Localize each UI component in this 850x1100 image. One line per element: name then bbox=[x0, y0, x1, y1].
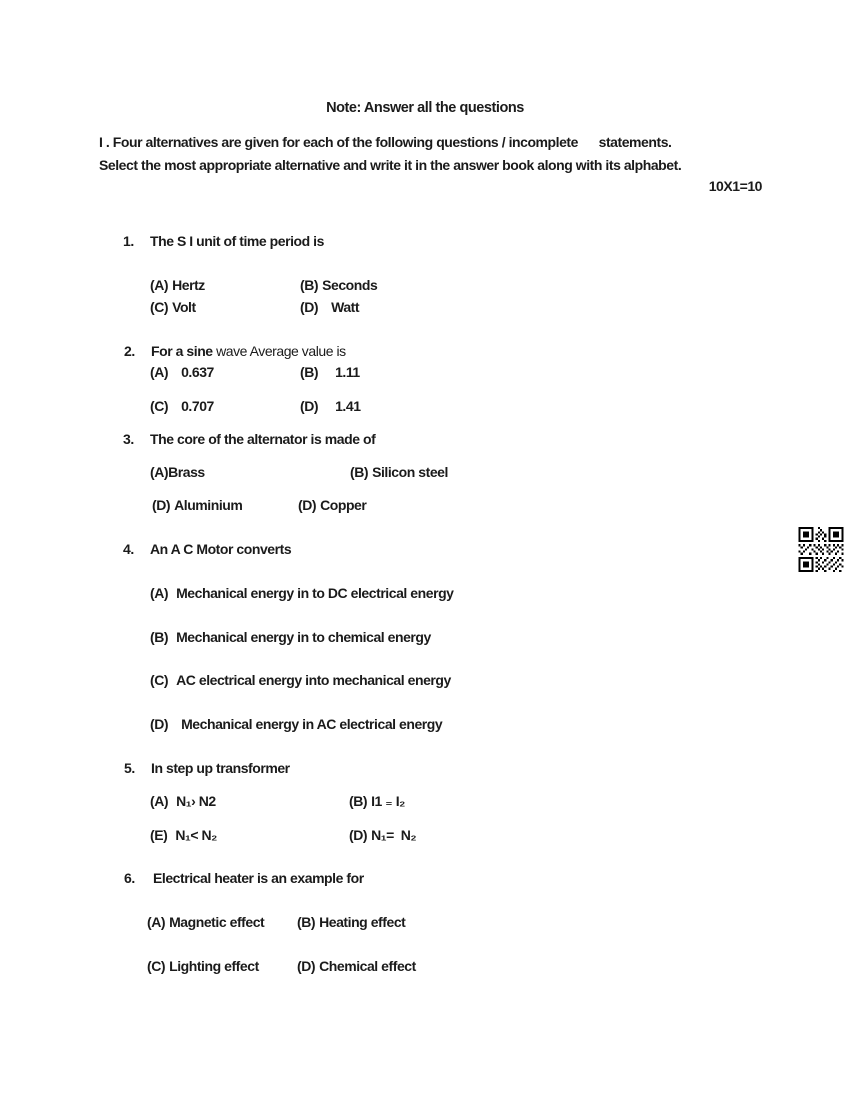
option-text: Watt bbox=[331, 299, 360, 315]
question-text-regular: wave Average value is bbox=[212, 343, 346, 359]
option-text: Aluminium bbox=[174, 497, 243, 513]
qr-code-icon bbox=[796, 527, 846, 572]
option-label: (B) bbox=[300, 277, 319, 293]
option-label: (D) bbox=[298, 497, 317, 513]
option-b bbox=[297, 914, 447, 930]
option-text: Brass bbox=[168, 464, 205, 480]
marks-allocation: 10X1=10 bbox=[708, 178, 762, 194]
option-a bbox=[150, 793, 349, 810]
option-label: (A) bbox=[150, 364, 169, 380]
option-text: Mechanical energy in to chemical energy bbox=[176, 629, 431, 645]
option-text: Lighting effect bbox=[169, 958, 259, 974]
option-text: AC electrical energy into mechanical energy bbox=[176, 672, 451, 688]
question-number: 5. bbox=[124, 760, 135, 776]
question-1 bbox=[123, 233, 324, 249]
option-label: (C) bbox=[147, 958, 166, 974]
question-text: Electrical heater is an example for bbox=[153, 870, 364, 886]
option-a bbox=[150, 364, 300, 380]
question-text: An A C Motor converts bbox=[150, 541, 292, 557]
note-heading: Note: Answer all the questions bbox=[326, 100, 524, 116]
option-d1 bbox=[152, 497, 298, 513]
question-number: 1. bbox=[123, 233, 134, 249]
option-b bbox=[350, 464, 550, 480]
question-5 bbox=[124, 760, 290, 776]
question-6-options-row-1 bbox=[147, 914, 447, 930]
question-6-options-row-2 bbox=[147, 958, 447, 974]
question-1-options-row-1 bbox=[150, 277, 450, 293]
option-d2 bbox=[298, 497, 444, 513]
question-2-options-row-2 bbox=[150, 398, 450, 414]
option-text: Mechanical energy in AC electrical energy bbox=[181, 716, 443, 732]
option-a bbox=[150, 464, 350, 480]
option-text: N₁= N₂ bbox=[371, 827, 417, 843]
question-3 bbox=[123, 431, 375, 447]
option-label: (A) bbox=[150, 277, 169, 293]
option-label: (B) bbox=[297, 914, 316, 930]
option-text: Magnetic effect bbox=[169, 914, 265, 930]
question-text: For a sine wave Average value is bbox=[151, 343, 346, 359]
option-label: (D) bbox=[150, 716, 169, 732]
option-text: 1.41 bbox=[335, 398, 361, 414]
option-text: I1 ₌ I₂ bbox=[371, 793, 405, 809]
option-text: Seconds bbox=[322, 277, 378, 293]
option-label: (C) bbox=[150, 672, 169, 688]
option-text: Hertz bbox=[172, 277, 205, 293]
question-number: 4. bbox=[123, 541, 134, 557]
option-text: N₁› N2 bbox=[176, 793, 216, 809]
question-4-option-d bbox=[150, 716, 442, 732]
question-3-options-row-2 bbox=[152, 497, 444, 513]
option-label: (B) bbox=[350, 464, 369, 480]
option-text: Mechanical energy in to DC electrical energy bbox=[176, 585, 454, 601]
option-b bbox=[349, 793, 548, 810]
option-text: Silicon steel bbox=[372, 464, 448, 480]
option-d bbox=[300, 398, 450, 414]
question-3-options-row-1 bbox=[150, 464, 550, 480]
question-number: 2. bbox=[124, 343, 135, 359]
option-d bbox=[297, 958, 447, 974]
option-b bbox=[300, 277, 450, 293]
option-label: (D) bbox=[300, 398, 319, 414]
option-a bbox=[147, 914, 297, 930]
option-label: (A) bbox=[150, 585, 169, 601]
option-d bbox=[349, 827, 548, 843]
option-c bbox=[150, 299, 300, 315]
option-text: 0.637 bbox=[181, 364, 214, 380]
question-6 bbox=[124, 870, 364, 886]
option-b bbox=[300, 364, 450, 380]
option-label: (D) bbox=[297, 958, 316, 974]
question-2 bbox=[124, 343, 346, 359]
option-d bbox=[300, 299, 450, 315]
question-4-option-a bbox=[150, 585, 454, 601]
option-c bbox=[147, 958, 297, 974]
option-e bbox=[150, 827, 349, 843]
option-c bbox=[150, 398, 300, 414]
question-5-options-row-1 bbox=[150, 793, 548, 810]
option-text: N₁< N₂ bbox=[175, 827, 217, 843]
question-4-option-b bbox=[150, 629, 431, 645]
question-5-options-row-2 bbox=[150, 827, 548, 843]
option-text: Volt bbox=[172, 299, 196, 315]
option-label: (C) bbox=[150, 299, 169, 315]
instruction-line-2: Select the most appropriate alternative and write it in the answer book along with its alphabet. bbox=[99, 157, 682, 173]
question-4-option-c bbox=[150, 672, 451, 688]
option-text: Chemical effect bbox=[319, 958, 416, 974]
option-label: (A) bbox=[150, 464, 169, 480]
question-number: 6. bbox=[124, 870, 135, 886]
question-text: The core of the alternator is made of bbox=[150, 431, 376, 447]
option-text: Copper bbox=[320, 497, 367, 513]
option-text: Heating effect bbox=[319, 914, 406, 930]
question-text: The S I unit of time period is bbox=[150, 233, 324, 249]
question-text: In step up transformer bbox=[151, 760, 290, 776]
option-label: (D) bbox=[349, 827, 368, 843]
question-4 bbox=[123, 541, 291, 557]
option-label: (B) bbox=[150, 629, 169, 645]
option-label: (D) bbox=[152, 497, 171, 513]
option-label: (B) bbox=[349, 793, 368, 809]
option-label: (A) bbox=[147, 914, 166, 930]
option-label: (C) bbox=[150, 398, 169, 414]
question-2-options-row-1 bbox=[150, 364, 450, 380]
option-label: (E) bbox=[150, 827, 168, 843]
option-text: 1.11 bbox=[335, 364, 360, 380]
instruction-line-1: I . Four alternatives are given for each of the following questions / incomplete statements. bbox=[99, 134, 672, 150]
option-label: (B) bbox=[300, 364, 319, 380]
question-number: 3. bbox=[123, 431, 134, 447]
question-1-options-row-2 bbox=[150, 299, 450, 315]
option-label: (A) bbox=[150, 793, 169, 809]
option-a bbox=[150, 277, 300, 293]
option-text: 0.707 bbox=[181, 398, 214, 414]
option-label: (D) bbox=[300, 299, 319, 315]
